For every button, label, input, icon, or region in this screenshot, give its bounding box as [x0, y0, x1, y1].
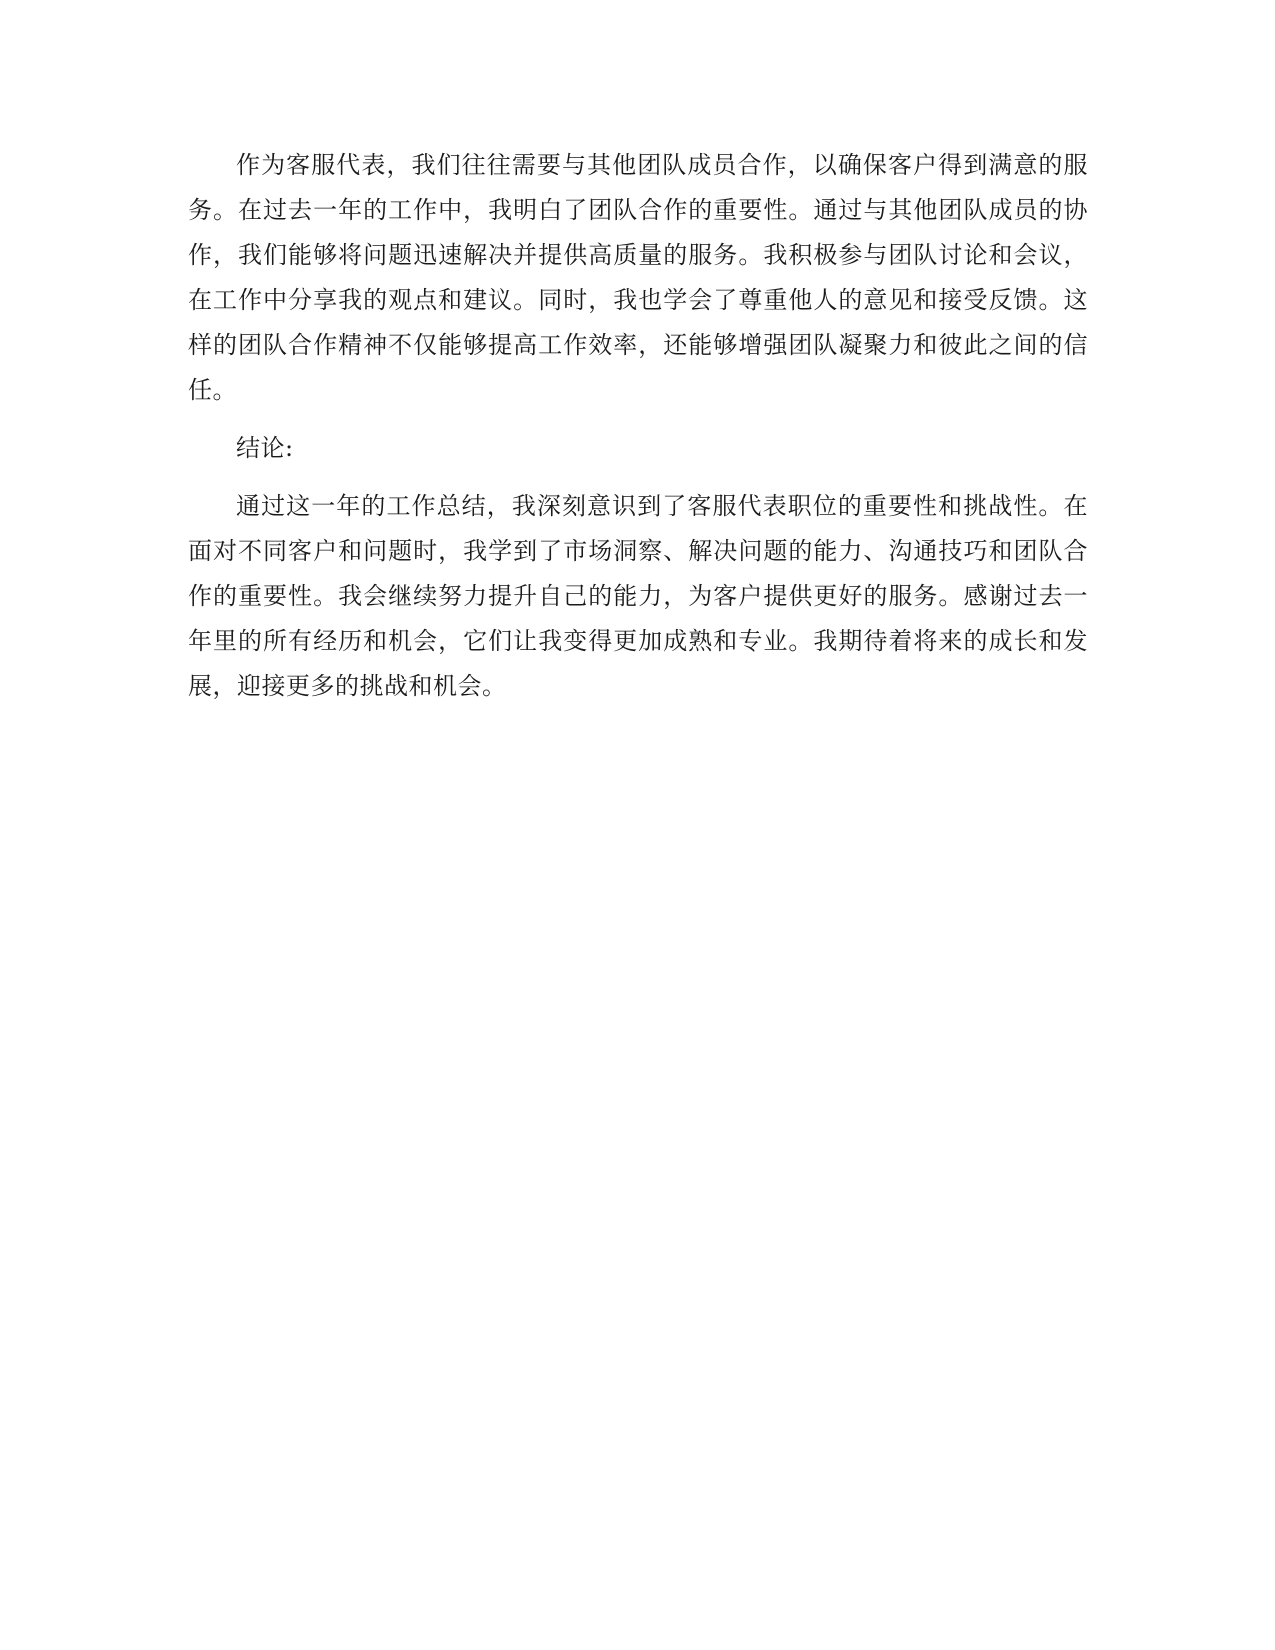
conclusion-heading: 结论: [236, 434, 294, 462]
document-body [188, 143, 1088, 709]
paragraph-conclusion: 通过这一年的工作总结，我深刻意识到了客服代表职位的重要性和挑战性。在面对不同客户和问题时，我学到了市场洞察、解决问题的能力、沟通技巧和团队合作的重要性。我会继续努力提升自己的能力，为客户提供更好的服务。感谢过去一年里的所有经历和机会，它们让我变得更加成熟和专业。我期待着将来的成长和发展，迎接更多的挑战和机会。 [188, 492, 1088, 700]
paragraph-teamwork: 作为客服代表，我们往往需要与其他团队成员合作，以确保客户得到满意的服务。在过去一年的工作中，我明白了团队合作的重要性。通过与其他团队成员的协作，我们能够将问题迅速解决并提供高质量的服务。我积极参与团队讨论和会议，在工作中分享我的观点和建议。同时，我也学会了尊重他人的意见和接受反馈。这样的团队合作精神不仅能够提高工作效率，还能够增强团队凝聚力和彼此之间的信任。 [188, 151, 1088, 404]
